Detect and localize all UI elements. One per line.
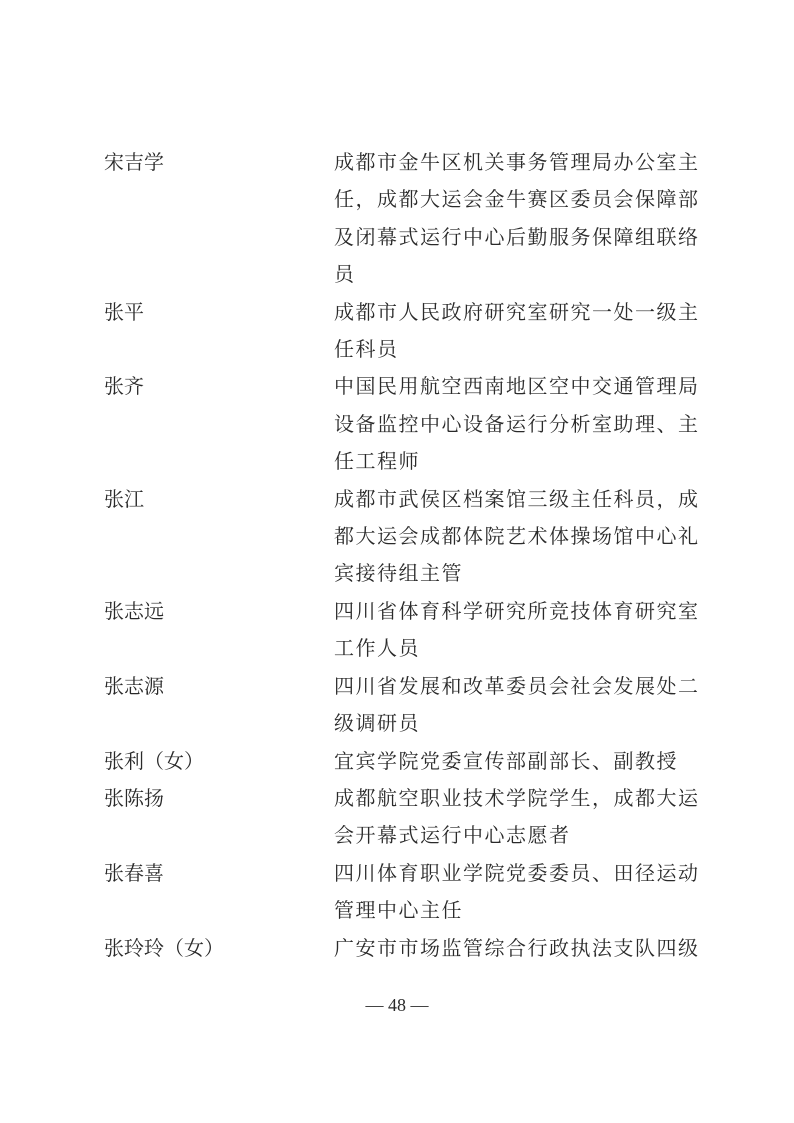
position-line: 四川省发展和改革委员会社会发展处二: [334, 673, 700, 698]
person-name: 张玲玲（女）: [104, 935, 224, 960]
position-line: 宜宾学院党委宣传部副部长、副教授: [334, 748, 678, 773]
position-line: 任工程师: [334, 449, 420, 474]
person-position: [334, 481, 700, 593]
position-line: 宾接待组主管: [334, 561, 463, 586]
position-line: 成都市金牛区机关事务管理局办公室主: [334, 150, 700, 174]
position-line: 四川省体育科学研究所竞技体育研究室: [334, 598, 700, 623]
position-line: 工作人员: [334, 636, 420, 661]
list-item: [104, 368, 704, 480]
page-number: — 48 —: [365, 995, 429, 1015]
position-line: 成都市人民政府研究室研究一处一级主: [334, 299, 700, 324]
person-name: 张志远: [104, 598, 164, 623]
person-name: 张江: [104, 486, 144, 511]
position-line: 广安市市场监管综合行政执法支队四级: [334, 935, 700, 960]
position-line: 会开幕式运行中心志愿者: [334, 823, 571, 848]
position-line: 中国民用航空西南地区空中交通管理局: [334, 374, 700, 399]
person-name: 张志源: [104, 673, 164, 698]
person-position: [334, 930, 700, 967]
list-item: [104, 780, 704, 855]
position-line: 设备监控中心设备运行分析室助理、主: [334, 411, 700, 436]
list-item: [104, 144, 704, 294]
person-position: [334, 743, 694, 780]
position-line: 员: [334, 262, 356, 287]
person-position: [334, 780, 700, 855]
person-position: [334, 855, 700, 930]
position-line: 级调研员: [334, 711, 420, 736]
person-name: 张春喜: [104, 860, 164, 885]
list-item: [104, 855, 704, 930]
person-position: [334, 593, 700, 668]
position-line: 成都航空职业技术学院学生，成都大运: [334, 785, 700, 810]
person-name: 张齐: [104, 374, 144, 399]
person-name: 宋吉学: [104, 150, 164, 174]
person-position: [334, 144, 700, 294]
list-item: [104, 481, 704, 593]
position-line: 及闭幕式运行中心后勤服务保障组联络: [334, 224, 700, 249]
position-line: 都大运会成都体院艺术体操场馆中心礼: [334, 524, 700, 549]
position-line: 四川体育职业学院党委委员、田径运动: [334, 860, 700, 885]
personnel-list: [104, 144, 704, 967]
list-item: [104, 593, 704, 668]
position-line: 任，成都大运会金牛赛区委员会保障部: [334, 187, 700, 212]
list-item: [104, 294, 704, 369]
person-position: [334, 294, 700, 369]
position-line: 任科员: [334, 337, 399, 362]
person-position: [334, 668, 700, 743]
position-line: 成都市武侯区档案馆三级主任科员，成: [334, 486, 700, 511]
list-item: [104, 743, 704, 780]
position-line: 管理中心主任: [334, 898, 463, 923]
person-name: 张利（女）: [104, 748, 204, 773]
person-position: [334, 368, 700, 480]
list-item: [104, 668, 704, 743]
list-item: [104, 930, 704, 967]
person-name: 张平: [104, 299, 144, 324]
person-name: 张陈扬: [104, 785, 164, 810]
